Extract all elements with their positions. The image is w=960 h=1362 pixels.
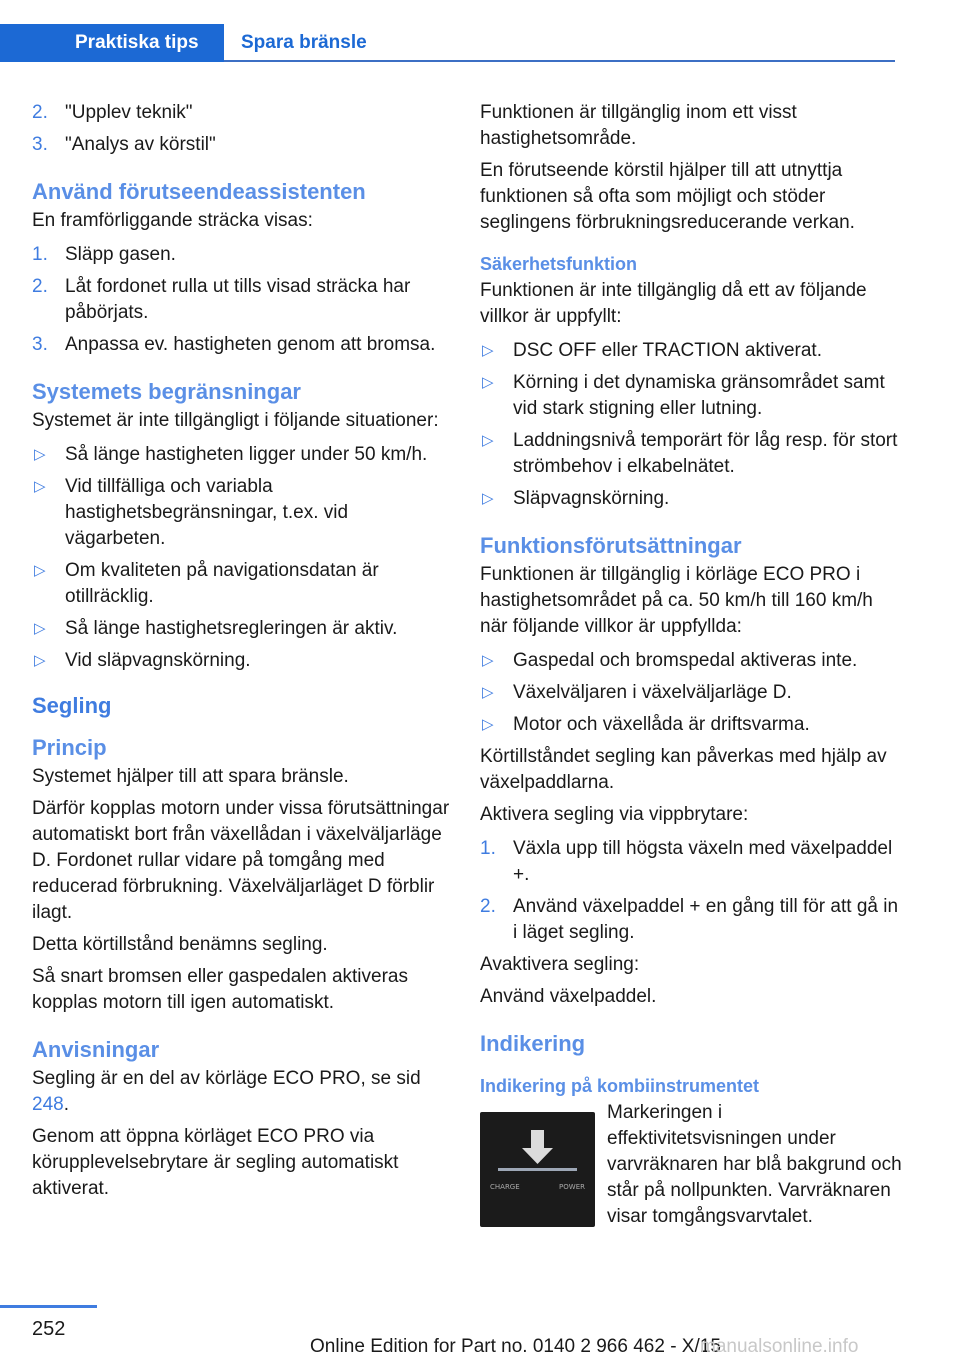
list-text: Så länge hastigheten ligger under 50 km/h. xyxy=(65,444,428,465)
efficiency-bar xyxy=(498,1168,577,1171)
list-text: Gaspedal och bromspedal aktiveras inte. xyxy=(513,650,858,671)
list-text: Låt fordonet rulla ut tills visad sträcka har påbörjats. xyxy=(65,276,411,323)
edition-text: Online Edition for Part no. 0140 2 966 462 - X/15 xyxy=(310,1336,721,1357)
left-column xyxy=(32,100,452,1202)
list-item xyxy=(32,242,452,268)
activate-list xyxy=(480,836,900,946)
list-item xyxy=(32,274,452,326)
footer-accent-line xyxy=(0,1305,97,1308)
list-item xyxy=(32,442,452,468)
tab-spara-bransle[interactable]: Spara bränsle xyxy=(241,32,367,53)
list-item xyxy=(480,486,900,512)
list-item xyxy=(480,428,900,480)
list-number: 1. xyxy=(32,244,48,265)
paragraph: Funktionen är inte tillgänglig då ett av följande villkor är uppfyllt: xyxy=(480,280,867,327)
list-number: 2. xyxy=(32,276,48,297)
list-text: Använd växelpaddel + en gång till för att gå in i läget segling. xyxy=(513,896,899,943)
list-item xyxy=(32,132,452,158)
bullet-triangle-icon: ▷ xyxy=(482,374,494,391)
bullet-triangle-icon: ▷ xyxy=(482,716,494,733)
paragraph: Därför kopplas motorn under vissa förutsättningar automatiskt bort från växellådan i växelväljarläge D. Fordonet rullar vidare på tomgång med reducerad förbrukning. Växelväljarläget D förblir ilagt. xyxy=(32,798,450,923)
heading-kombiinstrument: Indikering på kombiinstrumentet xyxy=(480,1076,760,1096)
list-item xyxy=(480,836,900,888)
list-number: 2. xyxy=(32,102,48,123)
heading-indikering: Indikering xyxy=(480,1031,586,1056)
heading-segling: Segling xyxy=(32,693,112,718)
list-text: Växelväljaren i växelväljarläge D. xyxy=(513,682,792,703)
paragraph: En framförliggande sträcka visas: xyxy=(32,210,313,231)
list-number: 3. xyxy=(32,134,48,155)
heading-sakerhetsfunktion: Säkerhetsfunktion xyxy=(480,254,638,274)
header-tabbar xyxy=(0,24,895,62)
list-item xyxy=(480,680,900,706)
instrument-display-image xyxy=(480,1112,595,1227)
list-text: Laddningsnivå temporärt för låg resp. för stort strömbehov i elkabelnätet. xyxy=(513,430,898,477)
indicator-figure xyxy=(480,1104,900,1254)
list-item xyxy=(480,894,900,946)
list-text: "Upplev teknik" xyxy=(65,102,193,123)
list-text: Körning i det dynamiska gränsområdet samt vid stark stigning eller lutning. xyxy=(513,372,885,419)
list-text: Motor och växellåda är driftsvarma. xyxy=(513,714,810,735)
tab-praktiska-tips[interactable]: Praktiska tips xyxy=(0,24,224,62)
paragraph: Aktivera segling via vippbrytare: xyxy=(480,804,749,825)
bullet-triangle-icon: ▷ xyxy=(482,684,494,701)
safety-list xyxy=(480,338,900,512)
list-text: Så länge hastighetsregleringen är aktiv. xyxy=(65,618,398,639)
list-item xyxy=(480,370,900,422)
bullet-triangle-icon: ▷ xyxy=(482,652,494,669)
charge-label: CHARGE xyxy=(490,1183,520,1191)
bullet-triangle-icon: ▷ xyxy=(482,342,494,359)
paragraph: Använd växelpaddel. xyxy=(480,986,657,1007)
list-item xyxy=(32,558,452,610)
list-item xyxy=(32,648,452,674)
paragraph: Genom att öppna körläget ECO PRO via körupplevelsebrytare är segling automatiskt aktiverat. xyxy=(32,1126,399,1199)
bullet-triangle-icon: ▷ xyxy=(482,432,494,449)
power-label: POWER xyxy=(559,1183,585,1191)
list-item xyxy=(480,648,900,674)
paragraph: Avaktivera segling: xyxy=(480,954,640,975)
page-number: 252 xyxy=(32,1318,66,1340)
list-item xyxy=(480,712,900,738)
indicator-description: Markeringen i effektivitetsvisningen under varvräknaren har blå bakgrund och står på nollpunkten. Varvräknaren visar tomgångsvarvtalet. xyxy=(607,1102,902,1227)
prereq-list xyxy=(480,648,900,738)
heading-assistent: Använd förutseendeassistenten xyxy=(32,179,366,204)
paragraph: Så snart bromsen eller gaspedalen aktiveras kopplas motorn till igen automatiskt. xyxy=(32,966,408,1013)
list-text: Om kvaliteten på navigationsdatan är otillräcklig. xyxy=(65,560,379,607)
text: . xyxy=(63,1094,69,1115)
paragraph: Systemet är inte tillgängligt i följande situationer: xyxy=(32,410,439,431)
list-number: 3. xyxy=(32,334,48,355)
list-text: "Analys av körstil" xyxy=(65,134,216,155)
paragraph: Körtillståndet segling kan påverkas med hjälp av växelpaddlarna. xyxy=(480,746,887,793)
list-text: Släpp gasen. xyxy=(65,244,176,265)
paragraph: Funktionen är tillgänglig i körläge ECO PRO i hastighetsområdet på ca. 50 km/h till 160 km/h när följande villkor är uppfyllda: xyxy=(480,564,873,637)
paragraph: En förutseende körstil hjälper till att utnyttja funktionen så ofta som möjligt och stöder seglingens förbrukningsreducerande verkan. xyxy=(480,160,855,233)
paragraph: Funktionen är tillgänglig inom ett visst hastighetsområde. xyxy=(480,102,797,149)
heading-princip: Princip xyxy=(32,735,107,760)
paragraph: Systemet hjälper till att spara bränsle. xyxy=(32,766,349,787)
watermark: manualsonline.info xyxy=(700,1336,859,1357)
list-text: Vid tillfälliga och variabla hastighetsbegränsningar, t.ex. vid vägarbeten. xyxy=(65,476,349,549)
bullet-triangle-icon: ▷ xyxy=(482,490,494,507)
list-item xyxy=(32,100,452,126)
assist-list xyxy=(32,242,452,358)
text: Segling är en del av körläge ECO PRO, se sid xyxy=(32,1068,421,1089)
page-link-248[interactable]: 248 xyxy=(32,1094,64,1115)
list-text: Växla upp till högsta växeln med växelpaddel +. xyxy=(513,838,893,885)
list-number: 2. xyxy=(480,896,496,917)
right-column xyxy=(480,100,900,1254)
paragraph: Detta körtillstånd benämns segling. xyxy=(32,934,328,955)
heading-anvisningar: Anvisningar xyxy=(32,1037,160,1062)
list-text: Vid släpvagnskörning. xyxy=(65,650,251,671)
list-number: 1. xyxy=(480,838,496,859)
list-text: Släpvagnskörning. xyxy=(513,488,670,509)
paragraph-eco-pro xyxy=(32,1066,452,1118)
bullet-triangle-icon: ▷ xyxy=(34,562,46,579)
bullet-triangle-icon: ▷ xyxy=(34,652,46,669)
bullet-triangle-icon: ▷ xyxy=(34,446,46,463)
bullet-triangle-icon: ▷ xyxy=(34,620,46,637)
heading-begransningar: Systemets begränsningar xyxy=(32,379,301,404)
list-item xyxy=(32,616,452,642)
list-text: DSC OFF eller TRACTION aktiverat. xyxy=(513,340,822,361)
list-item xyxy=(32,332,452,358)
list-item xyxy=(32,474,452,552)
bullet-triangle-icon: ▷ xyxy=(34,478,46,495)
heading-funktionsforutsattningar: Funktionsförutsättningar xyxy=(480,533,742,558)
list-text: Anpassa ev. hastigheten genom att bromsa. xyxy=(65,334,436,355)
limits-list xyxy=(32,442,452,674)
intro-list xyxy=(32,100,452,158)
list-item xyxy=(480,338,900,364)
